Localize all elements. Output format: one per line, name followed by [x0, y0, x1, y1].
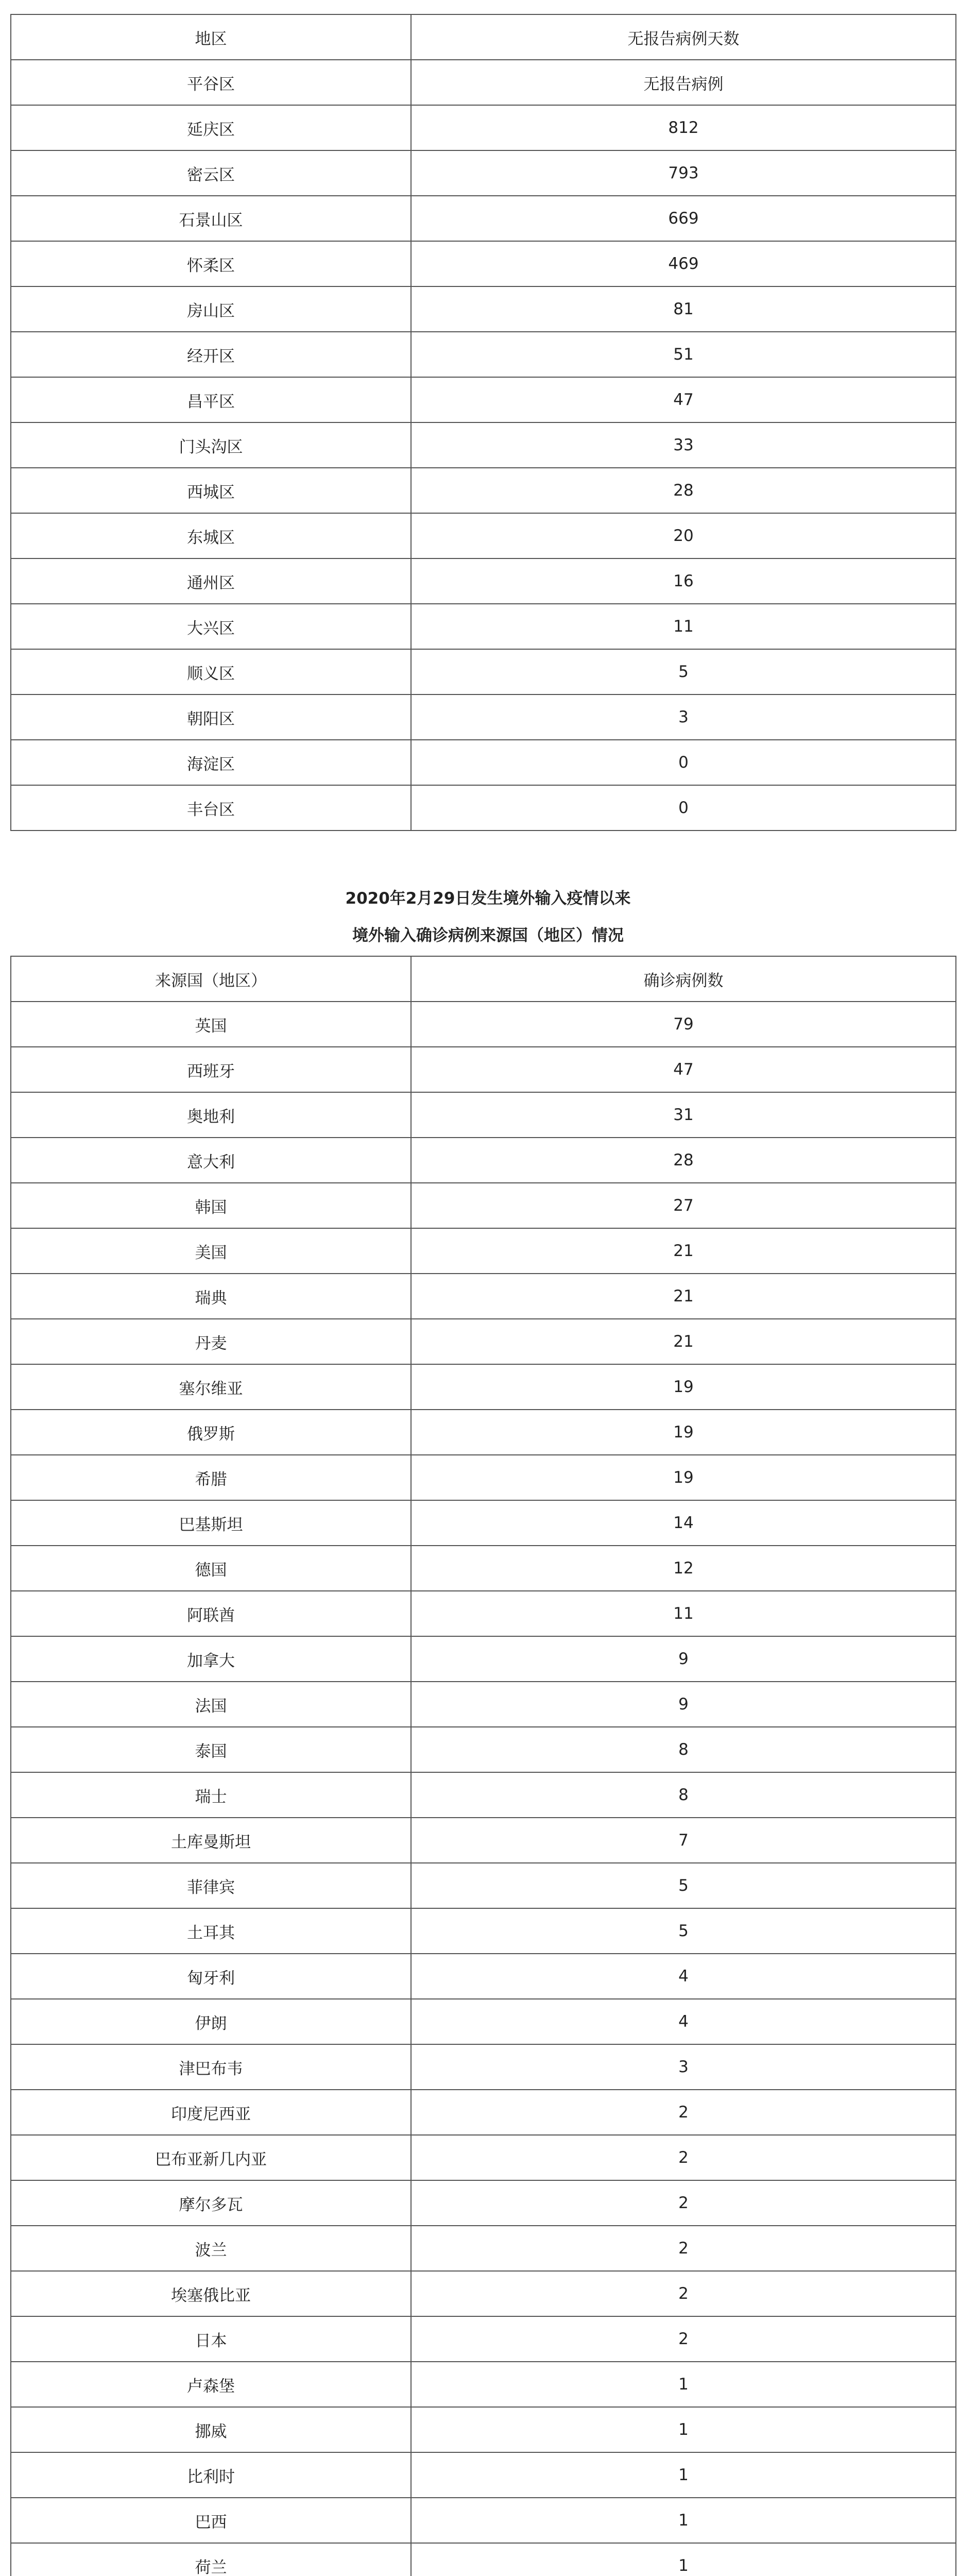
district-row [11, 740, 956, 785]
row-label-cell: 希腊 [11, 1455, 411, 1500]
row-value-cell: 12 [411, 1546, 956, 1591]
imported-header-source: 来源国（地区） [11, 956, 411, 1002]
imported-row [11, 1863, 956, 1908]
row-value-cell: 8 [411, 1772, 956, 1818]
row-value-cell: 7 [411, 1818, 956, 1863]
imported-table-body [11, 956, 956, 2576]
row-label-cell: 印度尼西亚 [11, 2090, 411, 2135]
row-value-cell: 21 [411, 1274, 956, 1319]
imported-row [11, 1682, 956, 1727]
district-row [11, 785, 956, 831]
imported-heading-line2: 境外输入确诊病例来源国（地区）情况 [352, 926, 624, 945]
row-value-cell: 无报告病例 [411, 60, 956, 105]
row-label-cell: 朝阳区 [11, 694, 411, 740]
row-value-cell: 0 [411, 740, 956, 785]
imported-row [11, 1772, 956, 1818]
row-value-cell: 2 [411, 2271, 956, 2316]
imported-row [11, 1818, 956, 1863]
row-value-cell: 20 [411, 513, 956, 558]
imported-row [11, 1455, 956, 1500]
row-value-cell: 1 [411, 2543, 956, 2576]
district-row [11, 468, 956, 513]
imported-row [11, 2226, 956, 2271]
district-row [11, 196, 956, 241]
row-label-cell: 平谷区 [11, 60, 411, 105]
district-row [11, 332, 956, 377]
row-value-cell: 2 [411, 2090, 956, 2135]
imported-row [11, 2362, 956, 2407]
imported-row [11, 1047, 956, 1092]
district-table-body [11, 14, 956, 831]
district-row [11, 105, 956, 150]
row-value-cell: 3 [411, 694, 956, 740]
district-row [11, 377, 956, 422]
imported-row [11, 2044, 956, 2090]
district-header-region: 地区 [11, 14, 411, 60]
district-row [11, 60, 956, 105]
imported-row [11, 1364, 956, 1410]
district-row [11, 513, 956, 558]
row-label-cell: 经开区 [11, 332, 411, 377]
row-value-cell: 0 [411, 785, 956, 831]
row-value-cell: 19 [411, 1364, 956, 1410]
row-label-cell: 阿联酋 [11, 1591, 411, 1636]
row-label-cell: 土库曼斯坦 [11, 1818, 411, 1863]
row-label-cell: 泰国 [11, 1727, 411, 1772]
row-label-cell: 挪威 [11, 2407, 411, 2452]
row-value-cell: 5 [411, 1863, 956, 1908]
row-value-cell: 9 [411, 1682, 956, 1727]
imported-row [11, 1591, 956, 1636]
row-value-cell: 1 [411, 2498, 956, 2543]
row-value-cell: 793 [411, 150, 956, 196]
district-row [11, 558, 956, 604]
row-label-cell: 通州区 [11, 558, 411, 604]
row-label-cell: 丹麦 [11, 1319, 411, 1364]
imported-row [11, 1727, 956, 1772]
row-value-cell: 47 [411, 377, 956, 422]
row-value-cell: 4 [411, 1954, 956, 1999]
row-label-cell: 俄罗斯 [11, 1410, 411, 1455]
imported-row [11, 1228, 956, 1274]
row-label-cell: 瑞士 [11, 1772, 411, 1818]
row-label-cell: 加拿大 [11, 1636, 411, 1682]
imported-row [11, 1319, 956, 1364]
row-value-cell: 2 [411, 2226, 956, 2271]
row-value-cell: 28 [411, 468, 956, 513]
row-value-cell: 28 [411, 1138, 956, 1183]
imported-row [11, 1908, 956, 1954]
row-value-cell: 79 [411, 1002, 956, 1047]
district-table-header-row [11, 14, 956, 60]
row-value-cell: 9 [411, 1636, 956, 1682]
row-value-cell: 14 [411, 1500, 956, 1546]
row-value-cell: 11 [411, 604, 956, 649]
row-label-cell: 波兰 [11, 2226, 411, 2271]
row-label-cell: 塞尔维亚 [11, 1364, 411, 1410]
row-label-cell: 荷兰 [11, 2543, 411, 2576]
row-label-cell: 匈牙利 [11, 1954, 411, 1999]
row-value-cell: 3 [411, 2044, 956, 2090]
row-value-cell: 47 [411, 1047, 956, 1092]
row-value-cell: 1 [411, 2452, 956, 2498]
row-label-cell: 伊朗 [11, 1999, 411, 2044]
district-row [11, 150, 956, 196]
imported-row [11, 1092, 956, 1138]
imported-row [11, 1636, 956, 1682]
imported-row [11, 1999, 956, 2044]
row-value-cell: 4 [411, 1999, 956, 2044]
row-label-cell: 顺义区 [11, 649, 411, 694]
row-label-cell: 德国 [11, 1546, 411, 1591]
row-value-cell: 31 [411, 1092, 956, 1138]
imported-row [11, 1274, 956, 1319]
row-value-cell: 2 [411, 2316, 956, 2362]
row-label-cell: 英国 [11, 1002, 411, 1047]
row-value-cell: 19 [411, 1455, 956, 1500]
district-row [11, 241, 956, 286]
imported-row [11, 1546, 956, 1591]
imported-heading-line1: 2020年2月29日发生境外输入疫情以来 [345, 889, 631, 908]
row-label-cell: 比利时 [11, 2452, 411, 2498]
row-value-cell: 33 [411, 422, 956, 468]
row-label-cell: 埃塞俄比亚 [11, 2271, 411, 2316]
imported-cases-table [10, 956, 956, 2576]
row-label-cell: 韩国 [11, 1183, 411, 1228]
row-label-cell: 巴西 [11, 2498, 411, 2543]
row-value-cell: 16 [411, 558, 956, 604]
row-label-cell: 美国 [11, 1228, 411, 1274]
row-value-cell: 5 [411, 649, 956, 694]
row-label-cell: 大兴区 [11, 604, 411, 649]
row-label-cell: 昌平区 [11, 377, 411, 422]
row-value-cell: 1 [411, 2362, 956, 2407]
row-label-cell: 卢森堡 [11, 2362, 411, 2407]
imported-row [11, 2316, 956, 2362]
row-label-cell: 奥地利 [11, 1092, 411, 1138]
row-label-cell: 海淀区 [11, 740, 411, 785]
district-header-days: 无报告病例天数 [411, 14, 956, 60]
row-label-cell: 房山区 [11, 286, 411, 332]
district-row [11, 422, 956, 468]
row-label-cell: 菲律宾 [11, 1863, 411, 1908]
row-value-cell: 21 [411, 1228, 956, 1274]
imported-row [11, 2090, 956, 2135]
district-table [10, 14, 956, 831]
row-value-cell: 469 [411, 241, 956, 286]
row-value-cell: 5 [411, 1908, 956, 1954]
imported-row [11, 1183, 956, 1228]
district-row [11, 694, 956, 740]
row-label-cell: 怀柔区 [11, 241, 411, 286]
row-value-cell: 19 [411, 1410, 956, 1455]
imported-row [11, 2135, 956, 2180]
row-label-cell: 土耳其 [11, 1908, 411, 1954]
row-value-cell: 669 [411, 196, 956, 241]
row-label-cell: 日本 [11, 2316, 411, 2362]
imported-header-count: 确诊病例数 [411, 956, 956, 1002]
imported-table-header-row [11, 956, 956, 1002]
row-label-cell: 巴布亚新几内亚 [11, 2135, 411, 2180]
row-value-cell: 2 [411, 2135, 956, 2180]
row-value-cell: 21 [411, 1319, 956, 1364]
row-label-cell: 石景山区 [11, 196, 411, 241]
imported-row [11, 1954, 956, 1999]
row-value-cell: 812 [411, 105, 956, 150]
row-label-cell: 瑞典 [11, 1274, 411, 1319]
row-value-cell: 8 [411, 1727, 956, 1772]
imported-row [11, 2452, 956, 2498]
row-label-cell: 西班牙 [11, 1047, 411, 1092]
imported-row [11, 2271, 956, 2316]
row-value-cell: 2 [411, 2180, 956, 2226]
imported-row [11, 2180, 956, 2226]
district-row [11, 604, 956, 649]
row-value-cell: 11 [411, 1591, 956, 1636]
row-label-cell: 西城区 [11, 468, 411, 513]
row-value-cell: 1 [411, 2407, 956, 2452]
imported-row [11, 1500, 956, 1546]
imported-row [11, 2407, 956, 2452]
imported-row [11, 1002, 956, 1047]
row-label-cell: 意大利 [11, 1138, 411, 1183]
row-value-cell: 81 [411, 286, 956, 332]
row-label-cell: 门头沟区 [11, 422, 411, 468]
imported-row [11, 1138, 956, 1183]
row-value-cell: 51 [411, 332, 956, 377]
row-label-cell: 巴基斯坦 [11, 1500, 411, 1546]
row-label-cell: 摩尔多瓦 [11, 2180, 411, 2226]
imported-row [11, 2543, 956, 2576]
district-row [11, 649, 956, 694]
row-label-cell: 东城区 [11, 513, 411, 558]
row-value-cell: 27 [411, 1183, 956, 1228]
imported-row [11, 1410, 956, 1455]
row-label-cell: 法国 [11, 1682, 411, 1727]
row-label-cell: 津巴布韦 [11, 2044, 411, 2090]
imported-row [11, 2498, 956, 2543]
district-row [11, 286, 956, 332]
row-label-cell: 密云区 [11, 150, 411, 196]
row-label-cell: 延庆区 [11, 105, 411, 150]
row-label-cell: 丰台区 [11, 785, 411, 831]
